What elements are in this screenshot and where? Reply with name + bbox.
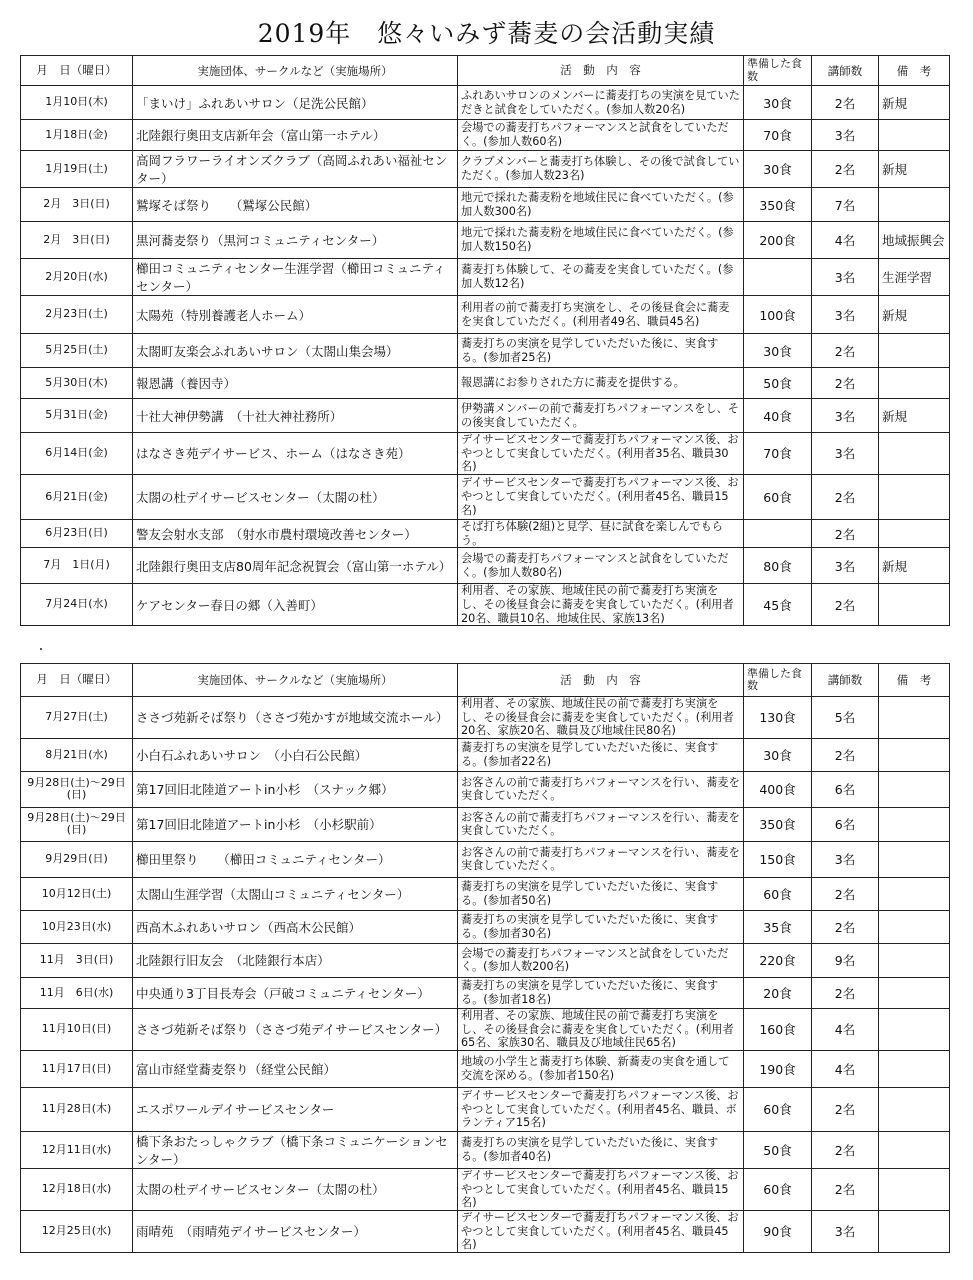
instructor-count-cell: 2名 xyxy=(812,151,879,188)
activity-cell: 会場での蕎麦打ちパフォーマンスと試食をしていただく。(参加人数200名) xyxy=(458,943,744,977)
org-cell: 第17回旧北陸道アートin小杉 （小杉駅前） xyxy=(133,807,458,841)
food-count-cell: 190食 xyxy=(744,1050,812,1087)
table-row xyxy=(21,151,950,188)
activity-cell: 会場での蕎麦打ちパフォーマンスと試食をしていただく。(参加人数80名) xyxy=(458,548,744,584)
date-cell: 12月25日(水) xyxy=(21,1210,133,1252)
header-org: 実施団体、サークルなど（実施場所） xyxy=(133,664,458,697)
date-cell: 9月29日(日) xyxy=(21,841,133,877)
table-row xyxy=(21,771,950,807)
activity-cell: 地元で採れた蕎麦粉を地域住民に食べていただく。(参加人数150名) xyxy=(458,222,744,259)
date-cell: 11月 6日(水) xyxy=(21,977,133,1008)
table-row xyxy=(21,977,950,1008)
note-cell xyxy=(879,334,950,368)
org-cell: 富山市経堂蕎麦祭り（経堂公民館） xyxy=(133,1050,458,1087)
note-cell xyxy=(879,697,950,739)
note-cell xyxy=(879,584,950,626)
org-cell: 北陸銀行旧友会 （北陸銀行本店） xyxy=(133,943,458,977)
org-cell: 太閤町友楽会ふれあいサロン（太閤山集会場） xyxy=(133,334,458,368)
table-row xyxy=(21,368,950,399)
note-cell: 新規 xyxy=(879,296,950,334)
date-cell: 11月28日(木) xyxy=(21,1087,133,1131)
date-cell: 12月18日(水) xyxy=(21,1168,133,1210)
date-cell: 2月 3日(日) xyxy=(21,222,133,259)
org-cell: 北陸銀行奥田支店新年会（富山第一ホテル） xyxy=(133,120,458,151)
table-row xyxy=(21,548,950,584)
date-cell: 7月24日(水) xyxy=(21,584,133,626)
header-activity: 活 動 内 容 xyxy=(458,56,744,86)
instructor-count-cell: 6名 xyxy=(812,771,879,807)
table-row xyxy=(21,519,950,547)
date-cell: 1月10日(木) xyxy=(21,86,133,120)
note-cell xyxy=(879,1087,950,1131)
instructor-count-cell: 2名 xyxy=(812,584,879,626)
instructor-count-cell: 3名 xyxy=(812,841,879,877)
table-row xyxy=(21,697,950,739)
food-count-cell: 20食 xyxy=(744,977,812,1008)
food-count-cell: 30食 xyxy=(744,738,812,771)
instructor-count-cell: 2名 xyxy=(812,519,879,547)
activity-table-2 xyxy=(20,663,950,1253)
org-cell: ささづ苑新そば祭り（ささづ苑かすが地域交流ホール） xyxy=(133,697,458,739)
table-row xyxy=(21,334,950,368)
activity-cell: 会場での蕎麦打ちパフォーマンスと試食をしていただく。(参加人数60名) xyxy=(458,120,744,151)
header-date: 月 日（曜日） xyxy=(21,664,133,697)
instructor-count-cell: 3名 xyxy=(812,120,879,151)
org-cell: 高岡フラワーライオンズクラブ（高岡ふれあい福祉センター） xyxy=(133,151,458,188)
org-cell: 西高木ふれあいサロン（西高木公民館） xyxy=(133,910,458,943)
food-count-cell: 80食 xyxy=(744,548,812,584)
food-count-cell: 30食 xyxy=(744,334,812,368)
date-cell: 1月19日(土) xyxy=(21,151,133,188)
header-note: 備 考 xyxy=(879,56,950,86)
food-count-cell: 60食 xyxy=(744,474,812,519)
note-cell xyxy=(879,433,950,475)
note-cell: 生涯学習 xyxy=(879,259,950,296)
header-instructors: 講師数 xyxy=(812,56,879,86)
date-cell: 10月12日(土) xyxy=(21,877,133,910)
food-count-cell: 45食 xyxy=(744,584,812,626)
table-row xyxy=(21,841,950,877)
instructor-count-cell: 3名 xyxy=(812,548,879,584)
food-count-cell: 70食 xyxy=(744,433,812,475)
food-count-cell: 150食 xyxy=(744,841,812,877)
activity-cell: 蕎麦打ちの実演を見学していただいた後に、実食する。(参加者50名) xyxy=(458,877,744,910)
date-cell: 7月 1日(月) xyxy=(21,548,133,584)
table-row xyxy=(21,222,950,259)
activity-cell: 利用者、その家族、地域住民の前で蕎麦打ち実演をし、その後昼食会に蕎麦を実食していただく。(利用者65名、家族30名、職員及び地域住民65名) xyxy=(458,1008,744,1050)
table-row xyxy=(21,120,950,151)
note-cell: 新規 xyxy=(879,399,950,433)
instructor-count-cell: 2名 xyxy=(812,1087,879,1131)
activity-cell: 蕎麦打ちの実演を見学していただいた後に、実食する。(参加者30名) xyxy=(458,910,744,943)
instructor-count-cell: 3名 xyxy=(812,399,879,433)
date-cell: 6月21日(金) xyxy=(21,474,133,519)
instructor-count-cell: 7名 xyxy=(812,188,879,222)
food-count-cell: 90食 xyxy=(744,1210,812,1252)
food-count-cell: 30食 xyxy=(744,86,812,120)
instructor-count-cell: 4名 xyxy=(812,1008,879,1050)
note-cell xyxy=(879,120,950,151)
date-cell: 2月 3日(日) xyxy=(21,188,133,222)
page-title: 2019年 悠々いみず蕎麦の会活動実績 xyxy=(257,19,716,48)
instructor-count-cell: 5名 xyxy=(812,697,879,739)
activity-cell: お客さんの前で蕎麦打ちパフォーマンスを行い、蕎麦を実食していただく。 xyxy=(458,807,744,841)
food-count-cell: 50食 xyxy=(744,368,812,399)
activity-cell: お客さんの前で蕎麦打ちパフォーマンスを行い、蕎麦を実食していただく。 xyxy=(458,771,744,807)
date-cell: 11月17日(日) xyxy=(21,1050,133,1087)
table-row xyxy=(21,584,950,626)
instructor-count-cell: 6名 xyxy=(812,807,879,841)
food-count-cell xyxy=(744,259,812,296)
food-count-cell: 60食 xyxy=(744,877,812,910)
activity-cell: 利用者、その家族、地域住民の前で蕎麦打ち実演をし、その後昼食会に蕎麦を実食していただく。(利用者20名、職員10名、地域住民、家族13名) xyxy=(458,584,744,626)
table-row xyxy=(21,296,950,334)
header-food: 準備した食数 xyxy=(744,56,812,86)
instructor-count-cell: 2名 xyxy=(812,977,879,1008)
table-row xyxy=(21,1168,950,1210)
org-cell: 警友会射水支部 （射水市農村環境改善センター） xyxy=(133,519,458,547)
activity-cell: 報恩講にお参りされた方に蕎麦を提供する。 xyxy=(458,368,744,399)
header-date: 月 日（曜日） xyxy=(21,56,133,86)
activity-cell: 蕎麦打ちの実演を見学していただいた後に、実食する。(参加者22名) xyxy=(458,738,744,771)
table-row xyxy=(21,188,950,222)
org-cell: 櫛田里祭り （櫛田コミュニティセンター） xyxy=(133,841,458,877)
instructor-count-cell: 4名 xyxy=(812,1050,879,1087)
note-cell: 地域振興会 xyxy=(879,222,950,259)
activity-cell: デイサービスセンターで蕎麦打ちパフォーマンス後、おやつとして実食していただく。(利用者45名、職員15名) xyxy=(458,1168,744,1210)
header-food: 準備した食数 xyxy=(744,664,812,697)
food-count-cell: 160食 xyxy=(744,1008,812,1050)
food-count-cell: 40食 xyxy=(744,399,812,433)
note-cell xyxy=(879,1050,950,1087)
header-org: 実施団体、サークルなど（実施場所） xyxy=(133,56,458,86)
note-cell: 新規 xyxy=(879,151,950,188)
food-count-cell: 200食 xyxy=(744,222,812,259)
activity-cell: 蕎麦打ちの実演を見学していただいた後に、実食する。(参加者40名) xyxy=(458,1131,744,1168)
org-cell: 中央通り3丁目長寿会（戸破コミュニティセンター） xyxy=(133,977,458,1008)
date-cell: 6月23日(日) xyxy=(21,519,133,547)
note-cell xyxy=(879,1008,950,1050)
instructor-count-cell: 2名 xyxy=(812,368,879,399)
table-row xyxy=(21,433,950,475)
activity-cell: 利用者の前で蕎麦打ち実演をし、その後昼食会に蕎麦を実食していただく。(利用者49名、職員45名) xyxy=(458,296,744,334)
date-cell: 9月28日(土)～29日(日) xyxy=(21,771,133,807)
page-mark xyxy=(40,648,42,650)
date-cell: 5月31日(金) xyxy=(21,399,133,433)
org-cell: はなさき苑デイサービス、ホーム（はなさき苑） xyxy=(133,433,458,475)
note-cell xyxy=(879,188,950,222)
activity-cell: そば打ち体験(2組)と見学、昼に試食を楽しんでもらう。 xyxy=(458,519,744,547)
header-activity: 活 動 内 容 xyxy=(458,664,744,697)
org-cell: 「まいけ」ふれあいサロン（足洗公民館） xyxy=(133,86,458,120)
date-cell: 10月23日(水) xyxy=(21,910,133,943)
note-cell: 新規 xyxy=(879,86,950,120)
header-note: 備 考 xyxy=(879,664,950,697)
instructor-count-cell: 9名 xyxy=(812,943,879,977)
table-row xyxy=(21,86,950,120)
org-cell: 雨晴苑 （雨晴苑デイサービスセンター） xyxy=(133,1210,458,1252)
table-row xyxy=(21,1008,950,1050)
activity-cell: 蕎麦打ち体験して、その蕎麦を実食していただく。(参加人数12名) xyxy=(458,259,744,296)
instructor-count-cell: 2名 xyxy=(812,877,879,910)
activity-cell: デイサービスセンターで蕎麦打ちパフォーマンス後、おやつとして実食していただく。(利用者45名、職員45名) xyxy=(458,1210,744,1252)
table-row xyxy=(21,1050,950,1087)
note-cell xyxy=(879,519,950,547)
note-cell: 新規 xyxy=(879,548,950,584)
header-instructors: 講師数 xyxy=(812,664,879,697)
food-count-cell: 220食 xyxy=(744,943,812,977)
activity-cell: 地域の小学生と蕎麦打ち体験、新蕎麦の実食を通して交流を深める。(参加者150名) xyxy=(458,1050,744,1087)
org-cell: 太陽苑（特別養護老人ホーム） xyxy=(133,296,458,334)
activity-cell: 利用者、その家族、地域住民の前で蕎麦打ち実演をし、その後昼食会に蕎麦を実食していただく。(利用者20名、家族20名、職員及び地域住民80名) xyxy=(458,697,744,739)
instructor-count-cell: 2名 xyxy=(812,1168,879,1210)
date-cell: 5月25日(土) xyxy=(21,334,133,368)
activity-cell: 蕎麦打ちの実演を見学していただいた後に、実食する。(参加者25名) xyxy=(458,334,744,368)
date-cell: 12月11日(水) xyxy=(21,1131,133,1168)
instructor-count-cell: 3名 xyxy=(812,259,879,296)
table-row xyxy=(21,910,950,943)
note-cell xyxy=(879,807,950,841)
instructor-count-cell: 2名 xyxy=(812,86,879,120)
date-cell: 6月14日(金) xyxy=(21,433,133,475)
org-cell: 小白石ふれあいサロン （小白石公民館） xyxy=(133,738,458,771)
instructor-count-cell: 2名 xyxy=(812,910,879,943)
food-count-cell: 400食 xyxy=(744,771,812,807)
note-cell xyxy=(879,910,950,943)
instructor-count-cell: 2名 xyxy=(812,474,879,519)
activity-cell: 地元で採れた蕎麦粉を地域住民に食べていただく。(参加人数300名) xyxy=(458,188,744,222)
table-row xyxy=(21,943,950,977)
table-row xyxy=(21,877,950,910)
food-count-cell: 100食 xyxy=(744,296,812,334)
activity-cell: デイサービスセンターで蕎麦打ちパフォーマンス後、おやつとして実食していただく。(利用者35名、職員30名) xyxy=(458,433,744,475)
date-cell: 11月 3日(日) xyxy=(21,943,133,977)
table-row xyxy=(21,738,950,771)
table-row xyxy=(21,399,950,433)
table-row xyxy=(21,1131,950,1168)
food-count-cell: 350食 xyxy=(744,188,812,222)
note-cell xyxy=(879,738,950,771)
food-count-cell: 60食 xyxy=(744,1087,812,1131)
instructor-count-cell: 4名 xyxy=(812,222,879,259)
note-cell xyxy=(879,943,950,977)
table-row xyxy=(21,259,950,296)
food-count-cell: 70食 xyxy=(744,120,812,151)
activity-cell: クラブメンバーと蕎麦打ち体験し、その後で試食していただく。(参加人数23名) xyxy=(458,151,744,188)
instructor-count-cell: 2名 xyxy=(812,334,879,368)
org-cell: ささづ苑新そば祭り（ささづ苑デイサービスセンター） xyxy=(133,1008,458,1050)
note-cell xyxy=(879,771,950,807)
food-count-cell: 60食 xyxy=(744,1168,812,1210)
date-cell: 2月20日(水) xyxy=(21,259,133,296)
date-cell: 1月18日(金) xyxy=(21,120,133,151)
food-count-cell: 30食 xyxy=(744,151,812,188)
note-cell xyxy=(879,1210,950,1252)
activity-cell: ふれあいサロンのメンバーに蕎麦打ちの実演を見ていただきと試食をしていただく。(参加人数20名) xyxy=(458,86,744,120)
food-count-cell: 35食 xyxy=(744,910,812,943)
org-cell: 鷲塚そば祭り （鷲塚公民館） xyxy=(133,188,458,222)
org-cell: 十社大神伊勢講 （十社大神社務所） xyxy=(133,399,458,433)
instructor-count-cell: 3名 xyxy=(812,296,879,334)
date-cell: 2月23日(土) xyxy=(21,296,133,334)
org-cell: ケアセンター春日の郷（入善町） xyxy=(133,584,458,626)
activity-cell: 蕎麦打ちの実演を見学していただいた後に、実食する。(参加者18名) xyxy=(458,977,744,1008)
date-cell: 5月30日(木) xyxy=(21,368,133,399)
activity-cell: お客さんの前で蕎麦打ちパフォーマンスを行い、蕎麦を実食していただく。 xyxy=(458,841,744,877)
org-cell: 太閤の杜デイサービスセンター（太閤の杜） xyxy=(133,1168,458,1210)
note-cell xyxy=(879,841,950,877)
instructor-count-cell: 3名 xyxy=(812,433,879,475)
instructor-count-cell: 3名 xyxy=(812,1210,879,1252)
date-cell: 7月27日(土) xyxy=(21,697,133,739)
table-row xyxy=(21,474,950,519)
activity-cell: デイサービスセンターで蕎麦打ちパフォーマンス後、おやつとして実食していただく。(利用者45名、職員、ボランティア15名) xyxy=(458,1087,744,1131)
date-cell: 11月10日(日) xyxy=(21,1008,133,1050)
food-count-cell: 350食 xyxy=(744,807,812,841)
table-header-row xyxy=(21,56,950,86)
instructor-count-cell: 2名 xyxy=(812,1131,879,1168)
date-cell: 8月21日(水) xyxy=(21,738,133,771)
org-cell: 黒河蕎麦祭り（黒河コミュニティセンター） xyxy=(133,222,458,259)
note-cell xyxy=(879,877,950,910)
instructor-count-cell: 2名 xyxy=(812,738,879,771)
org-cell: エスポワールデイサービスセンター xyxy=(133,1087,458,1131)
org-cell: 報恩講（養因寺） xyxy=(133,368,458,399)
org-cell: 太閤山生涯学習（太閤山コミュニティセンター） xyxy=(133,877,458,910)
note-cell xyxy=(879,474,950,519)
table-header-row xyxy=(21,664,950,697)
activity-cell: デイサービスセンターで蕎麦打ちパフォーマンス後、おやつとして実食していただく。(利用者45名、職員15名) xyxy=(458,474,744,519)
table-row xyxy=(21,807,950,841)
table-row xyxy=(21,1087,950,1131)
food-count-cell xyxy=(744,519,812,547)
food-count-cell: 50食 xyxy=(744,1131,812,1168)
org-cell: 太閤の杜デイサービスセンター（太閤の杜） xyxy=(133,474,458,519)
activity-table-1 xyxy=(20,55,950,626)
table-row xyxy=(21,1210,950,1252)
date-cell: 9月28日(土)～29日(日) xyxy=(21,807,133,841)
note-cell xyxy=(879,1168,950,1210)
org-cell: 櫛田コミュニティセンター生涯学習（櫛田コミュニティセンター） xyxy=(133,259,458,296)
org-cell: 橋下条おたっしゃクラブ（橋下条コミュニケーションセンター） xyxy=(133,1131,458,1168)
food-count-cell: 130食 xyxy=(744,697,812,739)
activity-cell: 伊勢講メンバーの前で蕎麦打ちパフォーマンスをし、その後実食していただく。 xyxy=(458,399,744,433)
org-cell: 北陸銀行奥田支店80周年記念祝賀会（富山第一ホテル） xyxy=(133,548,458,584)
note-cell xyxy=(879,1131,950,1168)
org-cell: 第17回旧北陸道アートin小杉 （スナック郷） xyxy=(133,771,458,807)
note-cell xyxy=(879,977,950,1008)
note-cell xyxy=(879,368,950,399)
